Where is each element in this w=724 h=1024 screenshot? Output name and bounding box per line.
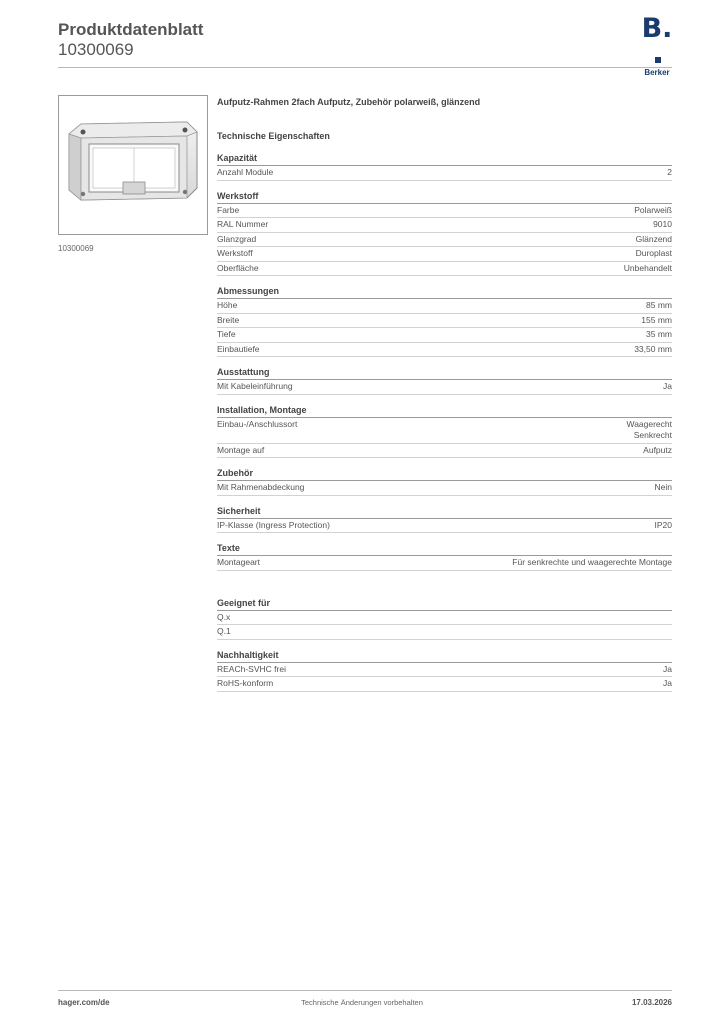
properties-heading: Technische Eigenschaften	[217, 131, 330, 141]
property-row	[217, 418, 672, 444]
property-value-line: Polarweiß	[634, 204, 672, 215]
property-value-line: Unbehandelt	[623, 262, 672, 273]
property-value	[512, 557, 672, 569]
section-title: Werkstoff	[217, 191, 672, 204]
property-value	[634, 205, 672, 217]
footer-website: hager.com/de	[58, 998, 110, 1007]
section-title: Kapazität	[217, 153, 672, 166]
property-value	[655, 482, 672, 494]
property-row	[217, 611, 672, 626]
property-row	[217, 218, 672, 233]
product-details	[217, 96, 672, 702]
property-section	[217, 650, 672, 692]
property-label: Mit Kabeleinführung	[217, 381, 293, 391]
property-label: RAL Nummer	[217, 219, 269, 229]
property-value-line: Duroplast	[635, 248, 672, 258]
property-section	[217, 468, 672, 496]
property-value	[646, 329, 672, 341]
property-label: Farbe	[217, 204, 240, 215]
property-value	[663, 664, 672, 676]
property-row	[217, 380, 672, 395]
section-title: Abmessungen	[217, 286, 672, 299]
property-label: Höhe	[217, 300, 238, 310]
property-value-line: 33,50 mm	[634, 343, 672, 354]
property-label: Q.1	[217, 626, 231, 636]
property-section	[217, 367, 672, 395]
property-section	[217, 506, 672, 534]
section-title: Ausstattung	[217, 367, 672, 380]
property-row	[217, 663, 672, 678]
section-title: Zubehör	[217, 468, 672, 481]
frame-illustration	[59, 96, 207, 234]
property-value	[643, 445, 672, 457]
property-label: Montageart	[217, 557, 260, 567]
property-value	[624, 263, 672, 275]
section-title: Installation, Montage	[217, 405, 672, 418]
property-value	[663, 381, 672, 393]
property-label: REACh-SVHC frei	[217, 663, 286, 674]
property-row	[217, 343, 672, 358]
property-label: Oberfläche	[217, 262, 259, 273]
property-section	[217, 405, 672, 459]
property-row	[217, 204, 672, 219]
property-row	[217, 314, 672, 329]
property-row	[217, 233, 672, 248]
property-row	[217, 677, 672, 692]
property-value	[636, 248, 672, 260]
property-row	[217, 166, 672, 181]
property-value-line: 155 mm	[641, 314, 672, 325]
property-value-line: Ja	[663, 663, 672, 674]
property-section	[217, 598, 672, 640]
property-label: Einbautiefe	[217, 343, 260, 354]
property-value	[646, 300, 672, 312]
property-label: Einbau-/Anschlussort	[217, 418, 298, 429]
product-description: Aufputz-Rahmen 2fach Aufputz, Zubehör polarweiß, glänzend	[217, 97, 481, 107]
property-row	[217, 556, 672, 571]
property-row	[217, 262, 672, 277]
logo-name: Berker	[644, 68, 670, 77]
property-value-line: Ja	[663, 381, 672, 391]
property-row	[217, 247, 672, 262]
property-value	[634, 344, 672, 356]
property-row	[217, 444, 672, 459]
property-value	[653, 219, 672, 231]
property-label: Glanzgrad	[217, 233, 257, 244]
property-value-line: Senkrecht	[633, 430, 672, 440]
article-number: 10300069	[58, 40, 134, 59]
property-label: Montage auf	[217, 444, 265, 455]
property-value-line: Nein	[654, 482, 672, 492]
footer-divider	[58, 990, 672, 991]
property-section	[217, 153, 672, 181]
property-value	[667, 167, 672, 179]
property-row	[217, 481, 672, 496]
property-label: Tiefe	[217, 329, 236, 339]
property-label: Q.x	[217, 611, 231, 622]
property-label: Anzahl Module	[217, 167, 274, 177]
property-row	[217, 625, 672, 640]
property-value	[626, 419, 672, 442]
property-value-line: Ja	[663, 678, 672, 688]
property-row	[217, 328, 672, 343]
section-title: Geeignet für	[217, 598, 672, 611]
property-section	[217, 543, 672, 571]
property-label: Mit Rahmenabdeckung	[217, 482, 305, 492]
header-divider	[58, 67, 672, 68]
property-row	[217, 299, 672, 314]
property-label: Werkstoff	[217, 248, 253, 258]
section-title: Nachhaltigkeit	[217, 650, 672, 663]
footer-disclaimer: Technische Änderungen vorbehalten	[301, 998, 423, 1007]
property-value-line: Waagerecht	[626, 418, 672, 429]
property-label: RoHS-konform	[217, 678, 274, 688]
property-value-line: Für senkrechte und waagerechte Montage	[512, 557, 672, 567]
property-value	[655, 520, 673, 532]
section-title: Sicherheit	[217, 506, 672, 519]
property-section	[217, 286, 672, 357]
property-label: Breite	[217, 314, 240, 325]
property-value	[663, 678, 672, 690]
property-value	[636, 234, 672, 246]
property-value	[641, 315, 672, 327]
property-sections	[217, 153, 672, 692]
logo-mark: B.	[640, 16, 674, 68]
property-value-line: 2	[667, 167, 672, 177]
property-value-line: 85 mm	[646, 300, 672, 310]
page-title: Produktdatenblatt	[58, 20, 204, 39]
property-row	[217, 519, 672, 534]
property-value-line: 9010	[653, 219, 672, 229]
product-image	[58, 95, 208, 235]
footer-date: 17.03.2026	[631, 998, 672, 1007]
property-label: IP-Klasse (Ingress Protection)	[217, 519, 330, 530]
property-value-line: Glänzend	[635, 233, 672, 244]
property-value-line: IP20	[654, 519, 672, 530]
property-value-line: Aufputz	[643, 444, 672, 455]
image-caption: 10300069	[58, 244, 94, 253]
property-value-line: 35 mm	[646, 329, 672, 339]
property-section	[217, 191, 672, 277]
section-title: Texte	[217, 543, 672, 556]
